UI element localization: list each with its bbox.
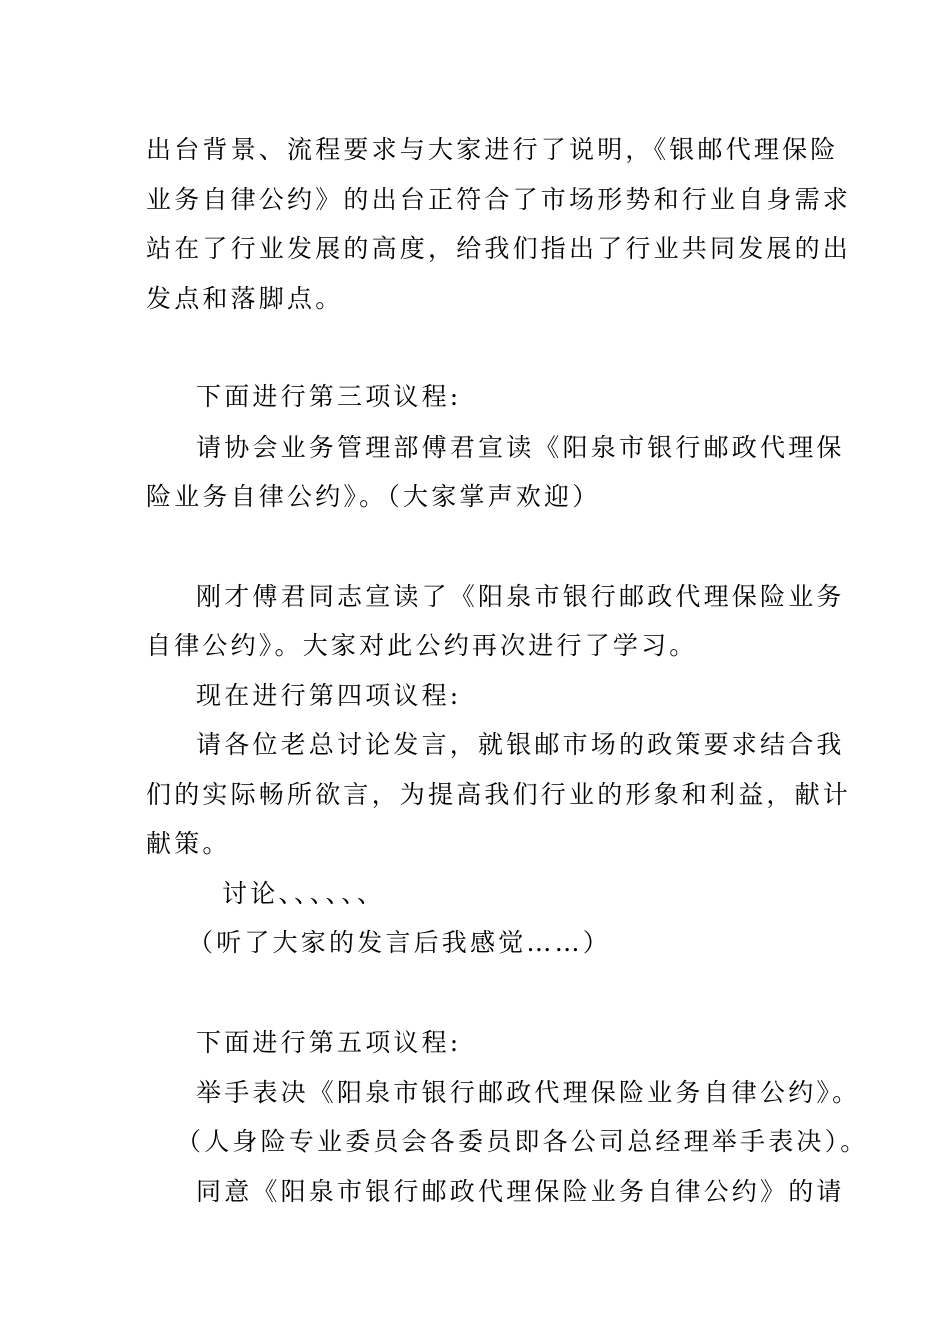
agenda-item-5-heading: 下面进行第五项议程: (196, 1028, 462, 1057)
agenda-item-4-heading: 现在进行第四项议程: (196, 681, 462, 710)
paragraph-6-line-1: 请各位老总讨论发言，就银邮市场的政策要求结合我 (196, 730, 845, 759)
paragraph-4-line-2: 自律公约》。大家对此公约再次进行了学习。 (146, 631, 698, 660)
discussion-note: （听了大家的发言后我感觉……） (188, 928, 612, 957)
approval-line: 同意《阳泉市银行邮政代理保险业务自律公约》的请 (196, 1177, 845, 1206)
agenda-item-3-heading: 下面进行第三项议程: (196, 382, 462, 411)
vote-note: （人身险专业委员会各委员即各公司总经理举手表决）。 (176, 1127, 869, 1156)
paragraph-1-line-1: 出台背景、流程要求与大家进行了说明，《银邮代理保险 (146, 135, 839, 164)
vote-line: 举手表决《阳泉市银行邮政代理保险业务自律公约》。 (196, 1078, 861, 1107)
paragraph-3-line-2: 险业务自律公约》。（大家掌声欢迎） (146, 482, 601, 511)
paragraph-6-line-2: 们的实际畅所欲言，为提高我们行业的形象和利益，献计 (146, 780, 852, 809)
paragraph-4-line-1: 刚才傅君同志宣读了《阳泉市银行邮政代理保险业务 (196, 582, 845, 611)
discussion-line: 讨论、、、、、、 (222, 879, 386, 908)
paragraph-1-line-3: 站在了行业发展的高度，给我们指出了行业共同发展的出 (146, 234, 852, 263)
paragraph-1-line-2: 业务自律公约》的出台正符合了市场形势和行业自身需求 (146, 185, 852, 214)
paragraph-3-line-1: 请协会业务管理部傅君宣读《阳泉市银行邮政代理保 (196, 433, 845, 462)
paragraph-6-line-3: 献策。 (146, 829, 231, 858)
paragraph-1-line-4: 发点和落脚点。 (146, 284, 344, 313)
